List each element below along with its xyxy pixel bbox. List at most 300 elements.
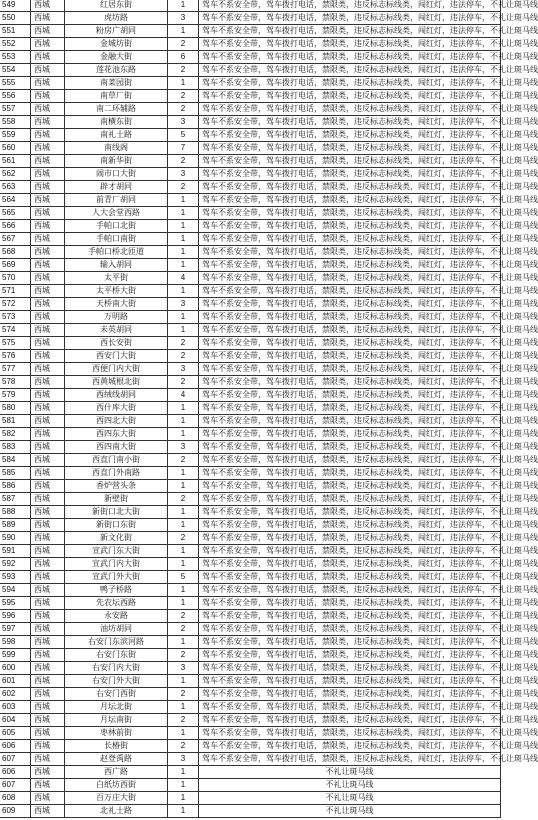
district-cell: 西城: [31, 181, 65, 194]
row-number-cell: 554: [0, 64, 31, 77]
row-number-cell: 594: [0, 584, 31, 597]
district-cell: 西城: [31, 194, 65, 207]
table-row: [0, 337, 501, 350]
row-number-cell: 606: [0, 740, 31, 753]
road-name-cell: 新壁街: [65, 493, 168, 506]
violation-types-cell: 驾车不系安全带，驾车拨打电话，禁限类，违反标志标线类，闯红灯，违法停车，不礼让斑马线: [199, 558, 501, 571]
table-row: [0, 675, 501, 688]
violation-types-cell: 驾车不系安全带，驾车拨打电话，禁限类，违反标志标线类，闯红灯，违法停车，不礼让斑马线: [199, 545, 501, 558]
road-name-cell: 先农坛西路: [65, 597, 168, 610]
count-cell: 2: [168, 181, 199, 194]
table-row: [0, 415, 501, 428]
row-number-cell: 597: [0, 623, 31, 636]
row-number-cell: 558: [0, 116, 31, 129]
row-number-cell: 589: [0, 519, 31, 532]
district-cell: 西城: [31, 350, 65, 363]
district-cell: 西城: [31, 545, 65, 558]
count-cell: 1: [168, 467, 199, 480]
violation-types-cell: 驾车不系安全带，驾车拨打电话，禁限类，违反标志标线类，闯红灯，违法停车，不礼让斑马线: [199, 571, 501, 584]
table-row: [0, 0, 501, 12]
violation-types-cell: 驾车不系安全带，驾车拨打电话，禁限类，违反标志标线类，闯红灯，违法停车，不礼让斑马线: [199, 25, 501, 38]
district-cell: 西城: [31, 779, 65, 792]
road-name-cell: 新街口北大街: [65, 506, 168, 519]
violation-types-cell: 驾车不系安全带，驾车拨打电话，禁限类，违反标志标线类，闯红灯，违法停车，不礼让斑马线: [199, 337, 501, 350]
road-name-cell: 天桥南大街: [65, 298, 168, 311]
violation-types-cell: 驾车不系安全带，驾车拨打电话，禁限类，违反标志标线类，闯红灯，违法停车，不礼让斑马线: [199, 532, 501, 545]
row-number-cell: 605: [0, 727, 31, 740]
violation-types-cell: 不礼让斑马线: [199, 779, 501, 792]
count-cell: 1: [168, 415, 199, 428]
district-cell: 西城: [31, 675, 65, 688]
district-cell: 西城: [31, 90, 65, 103]
road-name-cell: 新文化街: [65, 532, 168, 545]
count-cell: 1: [168, 324, 199, 337]
violation-types-cell: 驾车不系安全带，驾车拨打电话，禁限类，违反标志标线类，闯红灯，违法停车，不礼让斑马线: [199, 402, 501, 415]
road-name-cell: 输入胡同: [65, 259, 168, 272]
row-number-cell: 590: [0, 532, 31, 545]
violation-types-cell: 驾车不系安全带，驾车拨打电话，禁限类，违反标志标线类，闯红灯，违法停车，不礼让斑马线: [199, 662, 501, 675]
road-name-cell: 赵登禹路: [65, 753, 168, 766]
row-number-cell: 550: [0, 12, 31, 25]
road-name-cell: 白纸坊西街: [65, 779, 168, 792]
road-name-cell: 西黄城根北街: [65, 376, 168, 389]
count-cell: 3: [168, 12, 199, 25]
row-number-cell: 603: [0, 701, 31, 714]
table-row: [0, 311, 501, 324]
count-cell: 1: [168, 311, 199, 324]
row-number-cell: 574: [0, 324, 31, 337]
row-number-cell: 572: [0, 298, 31, 311]
district-cell: 西城: [31, 597, 65, 610]
violation-types-cell: 驾车不系安全带，驾车拨打电话，禁限类，违反标志标线类，闯红灯，违法停车，不礼让斑马线: [199, 155, 501, 168]
violation-types-cell: 驾车不系安全带，驾车拨打电话，禁限类，违反标志标线类，闯红灯，违法停车，不礼让斑马线: [199, 688, 501, 701]
district-cell: 西城: [31, 714, 65, 727]
row-number-cell: 549: [0, 0, 31, 12]
count-cell: 3: [168, 298, 199, 311]
district-cell: 西城: [31, 389, 65, 402]
row-number-cell: 585: [0, 467, 31, 480]
table-row: [0, 545, 501, 558]
district-cell: 西城: [31, 103, 65, 116]
district-cell: 西城: [31, 467, 65, 480]
road-name-cell: 手帕口桥北匝道: [65, 246, 168, 259]
row-number-cell: 569: [0, 259, 31, 272]
table-row: [0, 480, 501, 493]
table-row: [0, 64, 501, 77]
violation-types-cell: 驾车不系安全带，驾车拨打电话，禁限类，违反标志标线类，闯红灯，违法停车，不礼让斑马线: [199, 519, 501, 532]
table-row: [0, 142, 501, 155]
violation-types-cell: 驾车不系安全带，驾车拨打电话，禁限类，违反标志标线类，闯红灯，违法停车，不礼让斑马线: [199, 597, 501, 610]
count-cell: 2: [168, 38, 199, 51]
count-cell: 2: [168, 649, 199, 662]
road-name-cell: 右安门内大街: [65, 662, 168, 675]
district-cell: 西城: [31, 441, 65, 454]
road-name-cell: 万明路: [65, 311, 168, 324]
table-row: [0, 805, 501, 818]
road-name-cell: 右安门外大街: [65, 675, 168, 688]
violation-types-cell: 驾车不系安全带，驾车拨打电话，禁限类，违反标志标线类，闯红灯，违法停车，不礼让斑马线: [199, 220, 501, 233]
table-row: [0, 571, 501, 584]
count-cell: 1: [168, 727, 199, 740]
district-cell: 西城: [31, 571, 65, 584]
table-row: [0, 623, 501, 636]
table-row: [0, 753, 501, 766]
road-name-cell: 未英胡同: [65, 324, 168, 337]
violation-types-cell: 驾车不系安全带，驾车拨打电话，禁限类，违反标志标线类，闯红灯，违法停车，不礼让斑马线: [199, 38, 501, 51]
row-number-cell: 595: [0, 597, 31, 610]
district-cell: 西城: [31, 454, 65, 467]
table-row: [0, 597, 501, 610]
violation-types-cell: 驾车不系安全带，驾车拨打电话，禁限类，违反标志标线类，闯红灯，违法停车，不礼让斑马线: [199, 506, 501, 519]
road-name-cell: 宣武门东大街: [65, 545, 168, 558]
road-name-cell: 太平桥大街: [65, 285, 168, 298]
district-cell: 西城: [31, 298, 65, 311]
district-cell: 西城: [31, 363, 65, 376]
violation-types-cell: 驾车不系安全带，驾车拨打电话，禁限类，违反标志标线类，闯红灯，违法停车，不礼让斑马线: [199, 0, 501, 12]
violation-types-cell: 驾车不系安全带，驾车拨打电话，禁限类，违反标志标线类，闯红灯，违法停车，不礼让斑马线: [199, 246, 501, 259]
violation-types-cell: 驾车不系安全带，驾车拨打电话，禁限类，违反标志标线类，闯红灯，违法停车，不礼让斑马线: [199, 649, 501, 662]
count-cell: 1: [168, 246, 199, 259]
table-row: [0, 90, 501, 103]
violation-types-cell: 驾车不系安全带，驾车拨打电话，禁限类，违反标志标线类，闯红灯，违法停车，不礼让斑马线: [199, 311, 501, 324]
violation-types-cell: 驾车不系安全带，驾车拨打电话，禁限类，违反标志标线类，闯红灯，违法停车，不礼让斑马线: [199, 584, 501, 597]
table-row: [0, 649, 501, 662]
count-cell: 3: [168, 441, 199, 454]
row-number-cell: 564: [0, 194, 31, 207]
count-cell: 7: [168, 142, 199, 155]
row-number-cell: 579: [0, 389, 31, 402]
district-cell: 西城: [31, 129, 65, 142]
district-cell: 西城: [31, 272, 65, 285]
row-number-cell: 557: [0, 103, 31, 116]
count-cell: 1: [168, 0, 199, 12]
district-cell: 西城: [31, 688, 65, 701]
district-cell: 西城: [31, 285, 65, 298]
row-number-cell: 559: [0, 129, 31, 142]
row-number-cell: 567: [0, 233, 31, 246]
table-row: [0, 766, 501, 779]
table-row: [0, 350, 501, 363]
road-name-cell: 右安门东滨河路: [65, 636, 168, 649]
row-number-cell: 563: [0, 181, 31, 194]
table-row: [0, 285, 501, 298]
district-cell: 西城: [31, 623, 65, 636]
count-cell: 2: [168, 90, 199, 103]
table-row: [0, 558, 501, 571]
row-number-cell: 601: [0, 675, 31, 688]
row-number-cell: 586: [0, 480, 31, 493]
violation-types-cell: 驾车不系安全带，驾车拨打电话，禁限类，违反标志标线类，闯红灯，违法停车，不礼让斑马线: [199, 77, 501, 90]
count-cell: 2: [168, 623, 199, 636]
road-name-cell: 南横东街: [65, 116, 168, 129]
table-row: [0, 324, 501, 337]
count-cell: 1: [168, 480, 199, 493]
district-cell: 西城: [31, 805, 65, 818]
count-cell: 2: [168, 64, 199, 77]
count-cell: 1: [168, 506, 199, 519]
table-row: [0, 155, 501, 168]
road-name-cell: 西广路: [65, 766, 168, 779]
count-cell: 2: [168, 714, 199, 727]
table-row: [0, 402, 501, 415]
count-cell: 1: [168, 402, 199, 415]
row-number-cell: 607: [0, 779, 31, 792]
district-cell: 西城: [31, 766, 65, 779]
row-number-cell: 604: [0, 714, 31, 727]
road-name-cell: 金融大街: [65, 51, 168, 64]
table-row: [0, 519, 501, 532]
table-row: [0, 441, 501, 454]
district-cell: 西城: [31, 753, 65, 766]
district-cell: 西城: [31, 25, 65, 38]
violation-types-cell: 驾车不系安全带，驾车拨打电话，禁限类，违反标志标线类，闯红灯，违法停车，不礼让斑马线: [199, 428, 501, 441]
row-number-cell: 592: [0, 558, 31, 571]
row-number-cell: 578: [0, 376, 31, 389]
count-cell: 3: [168, 662, 199, 675]
violation-types-cell: 驾车不系安全带，驾车拨打电话，禁限类，违反标志标线类，闯红灯，违法停车，不礼让斑马线: [199, 168, 501, 181]
count-cell: 1: [168, 701, 199, 714]
violation-types-cell: 驾车不系安全带，驾车拨打电话，禁限类，违反标志标线类，闯红灯，违法停车，不礼让斑马线: [199, 181, 501, 194]
district-cell: 西城: [31, 51, 65, 64]
district-cell: 西城: [31, 740, 65, 753]
district-cell: 西城: [31, 402, 65, 415]
district-cell: 西城: [31, 77, 65, 90]
violation-types-cell: 驾车不系安全带，驾车拨打电话，禁限类，违反标志标线类，闯红灯，违法停车，不礼让斑马线: [199, 12, 501, 25]
district-cell: 西城: [31, 259, 65, 272]
row-number-cell: 566: [0, 220, 31, 233]
table-row: [0, 714, 501, 727]
count-cell: 1: [168, 25, 199, 38]
road-name-cell: 西绒线胡同: [65, 389, 168, 402]
road-name-cell: 西直门外南路: [65, 467, 168, 480]
violation-types-cell: 驾车不系安全带，驾车拨打电话，禁限类，违反标志标线类，闯红灯，违法停车，不礼让斑马线: [199, 142, 501, 155]
count-cell: 5: [168, 129, 199, 142]
road-name-cell: 西四东大街: [65, 428, 168, 441]
district-cell: 西城: [31, 493, 65, 506]
row-number-cell: 577: [0, 363, 31, 376]
violation-types-cell: 驾车不系安全带，驾车拨打电话，禁限类，违反标志标线类，闯红灯，违法停车，不礼让斑马线: [199, 753, 501, 766]
district-cell: 西城: [31, 792, 65, 805]
road-name-cell: 南二环辅路: [65, 103, 168, 116]
district-cell: 西城: [31, 584, 65, 597]
table-row: [0, 259, 501, 272]
count-cell: 2: [168, 493, 199, 506]
district-cell: 西城: [31, 0, 65, 12]
district-cell: 西城: [31, 311, 65, 324]
district-cell: 西城: [31, 64, 65, 77]
count-cell: 2: [168, 740, 199, 753]
road-name-cell: 香炉营头条: [65, 480, 168, 493]
violation-types-cell: 驾车不系安全带，驾车拨打电话，禁限类，违反标志标线类，闯红灯，违法停车，不礼让斑马线: [199, 714, 501, 727]
road-name-cell: 百万庄大街: [65, 792, 168, 805]
table-row: [0, 584, 501, 597]
road-name-cell: 长椿街: [65, 740, 168, 753]
count-cell: 2: [168, 337, 199, 350]
table-row: [0, 168, 501, 181]
district-cell: 西城: [31, 662, 65, 675]
violation-types-cell: 驾车不系安全带，驾车拨打电话，禁限类，违反标志标线类，闯红灯，违法停车，不礼让斑马线: [199, 441, 501, 454]
row-number-cell: 573: [0, 311, 31, 324]
count-cell: 1: [168, 766, 199, 779]
row-number-cell: 552: [0, 38, 31, 51]
district-cell: 西城: [31, 610, 65, 623]
table-row: [0, 389, 501, 402]
table-row: [0, 103, 501, 116]
district-cell: 西城: [31, 480, 65, 493]
count-cell: 2: [168, 454, 199, 467]
row-number-cell: 553: [0, 51, 31, 64]
violation-types-cell: 驾车不系安全带，驾车拨打电话，禁限类，违反标志标线类，闯红灯，违法停车，不礼让斑马线: [199, 259, 501, 272]
violation-types-cell: 驾车不系安全带，驾车拨打电话，禁限类，违反标志标线类，闯红灯，违法停车，不礼让斑马线: [199, 675, 501, 688]
count-cell: 1: [168, 519, 199, 532]
violation-types-cell: 不礼让斑马线: [199, 805, 501, 818]
table-row: [0, 233, 501, 246]
table-row: [0, 740, 501, 753]
violation-types-cell: 驾车不系安全带，驾车拨打电话，禁限类，违反标志标线类，闯红灯，违法停车，不礼让斑马线: [199, 272, 501, 285]
row-number-cell: 600: [0, 662, 31, 675]
violation-types-cell: 驾车不系安全带，驾车拨打电话，禁限类，违反标志标线类，闯红灯，违法停车，不礼让斑马线: [199, 610, 501, 623]
road-name-cell: 枣林前街: [65, 727, 168, 740]
district-cell: 西城: [31, 727, 65, 740]
table-row: [0, 207, 501, 220]
road-name-cell: 粉房广胡同: [65, 25, 168, 38]
table-row: [0, 129, 501, 142]
road-name-cell: 手帕口南街: [65, 233, 168, 246]
road-name-cell: 宣武门内大街: [65, 558, 168, 571]
row-number-cell: 596: [0, 610, 31, 623]
row-number-cell: 560: [0, 142, 31, 155]
count-cell: 1: [168, 194, 199, 207]
row-number-cell: 561: [0, 155, 31, 168]
row-number-cell: 580: [0, 402, 31, 415]
violation-types-cell: 驾车不系安全带，驾车拨打电话，禁限类，违反标志标线类，闯红灯，违法停车，不礼让斑马线: [199, 298, 501, 311]
count-cell: 3: [168, 753, 199, 766]
count-cell: 1: [168, 220, 199, 233]
count-cell: 2: [168, 103, 199, 116]
row-number-cell: 562: [0, 168, 31, 181]
violation-types-cell: 驾车不系安全带，驾车拨打电话，禁限类，违反标志标线类，闯红灯，违法停车，不礼让斑马线: [199, 480, 501, 493]
table-row: [0, 25, 501, 38]
road-name-cell: 南新华街: [65, 155, 168, 168]
table-row: [0, 246, 501, 259]
row-number-cell: 607: [0, 753, 31, 766]
count-cell: 2: [168, 376, 199, 389]
row-number-cell: 575: [0, 337, 31, 350]
road-name-cell: 右安门西街: [65, 688, 168, 701]
row-number-cell: 568: [0, 246, 31, 259]
district-cell: 西城: [31, 142, 65, 155]
count-cell: 2: [168, 610, 199, 623]
row-number-cell: 583: [0, 441, 31, 454]
district-cell: 西城: [31, 155, 65, 168]
table-row: [0, 467, 501, 480]
count-cell: 1: [168, 77, 199, 90]
road-name-cell: 西什库大街: [65, 402, 168, 415]
district-cell: 西城: [31, 649, 65, 662]
road-name-cell: 闹市口大街: [65, 168, 168, 181]
row-number-cell: 581: [0, 415, 31, 428]
road-name-cell: 南菜园街: [65, 77, 168, 90]
count-cell: 2: [168, 532, 199, 545]
row-number-cell: 599: [0, 649, 31, 662]
violation-types-cell: 驾车不系安全带，驾车拨打电话，禁限类，违反标志标线类，闯红灯，违法停车，不礼让斑马线: [199, 64, 501, 77]
violation-types-cell: 驾车不系安全带，驾车拨打电话，禁限类，违反标志标线类，闯红灯，违法停车，不礼让斑马线: [199, 233, 501, 246]
road-name-cell: 金城坊街: [65, 38, 168, 51]
row-number-cell: 565: [0, 207, 31, 220]
violation-types-cell: 驾车不系安全带，驾车拨打电话，禁限类，违反标志标线类，闯红灯，违法停车，不礼让斑马线: [199, 740, 501, 753]
district-cell: 西城: [31, 376, 65, 389]
table-row: [0, 454, 501, 467]
road-name-cell: 西四南大街: [65, 441, 168, 454]
district-cell: 西城: [31, 519, 65, 532]
violation-types-cell: 驾车不系安全带，驾车拨打电话，禁限类，违反标志标线类，闯红灯，违法停车，不礼让斑马线: [199, 467, 501, 480]
road-name-cell: 永安路: [65, 610, 168, 623]
count-cell: 1: [168, 545, 199, 558]
road-name-cell: 宣武门外大街: [65, 571, 168, 584]
row-number-cell: 556: [0, 90, 31, 103]
count-cell: 1: [168, 207, 199, 220]
road-name-cell: 月坛北街: [65, 701, 168, 714]
road-name-cell: 莲花池东路: [65, 64, 168, 77]
road-name-cell: 太平街: [65, 272, 168, 285]
violation-types-cell: 驾车不系安全带，驾车拨打电话，禁限类，违反标志标线类，闯红灯，违法停车，不礼让斑马线: [199, 324, 501, 337]
table-row: [0, 727, 501, 740]
road-name-cell: 西直门南小街: [65, 454, 168, 467]
road-name-cell: 手帕口北街: [65, 220, 168, 233]
count-cell: 1: [168, 259, 199, 272]
row-number-cell: 609: [0, 805, 31, 818]
table-row: [0, 51, 501, 64]
row-number-cell: 571: [0, 285, 31, 298]
row-number-cell: 588: [0, 506, 31, 519]
table-row: [0, 194, 501, 207]
district-cell: 西城: [31, 246, 65, 259]
road-name-cell: 油坊胡同: [65, 623, 168, 636]
count-cell: 2: [168, 155, 199, 168]
count-cell: 6: [168, 51, 199, 64]
road-name-cell: 南草厂街: [65, 90, 168, 103]
row-number-cell: 591: [0, 545, 31, 558]
count-cell: 2: [168, 688, 199, 701]
table-row: [0, 493, 501, 506]
row-number-cell: 582: [0, 428, 31, 441]
violation-types-cell: 驾车不系安全带，驾车拨打电话，禁限类，违反标志标线类，闯红灯，违法停车，不礼让斑马线: [199, 363, 501, 376]
road-name-cell: 前青厂胡同: [65, 194, 168, 207]
district-cell: 西城: [31, 220, 65, 233]
table-row: [0, 220, 501, 233]
row-number-cell: 587: [0, 493, 31, 506]
count-cell: 2: [168, 350, 199, 363]
violation-types-cell: 驾车不系安全带，驾车拨打电话，禁限类，违反标志标线类，闯红灯，违法停车，不礼让斑马线: [199, 129, 501, 142]
violation-types-cell: 驾车不系安全带，驾车拨打电话，禁限类，违反标志标线类，闯红灯，违法停车，不礼让斑马线: [199, 207, 501, 220]
violation-types-cell: 驾车不系安全带，驾车拨打电话，禁限类，违反标志标线类，闯红灯，违法停车，不礼让斑马线: [199, 493, 501, 506]
road-name-cell: 西四北大街: [65, 415, 168, 428]
table-row: [0, 77, 501, 90]
count-cell: 1: [168, 558, 199, 571]
row-number-cell: 606: [0, 766, 31, 779]
count-cell: 3: [168, 168, 199, 181]
table-row: [0, 116, 501, 129]
violation-types-cell: 驾车不系安全带，驾车拨打电话，禁限类，违反标志标线类，闯红灯，违法停车，不礼让斑马线: [199, 90, 501, 103]
row-number-cell: 602: [0, 688, 31, 701]
road-name-cell: 月坛南街: [65, 714, 168, 727]
violation-types-cell: 驾车不系安全带，驾车拨打电话，禁限类，违反标志标线类，闯红灯，违法停车，不礼让斑马线: [199, 389, 501, 402]
road-name-cell: 人大会堂西路: [65, 207, 168, 220]
count-cell: 1: [168, 792, 199, 805]
count-cell: 1: [168, 779, 199, 792]
count-cell: 1: [168, 285, 199, 298]
violation-types-cell: 驾车不系安全带，驾车拨打电话，禁限类，违反标志标线类，闯红灯，违法停车，不礼让斑马线: [199, 116, 501, 129]
